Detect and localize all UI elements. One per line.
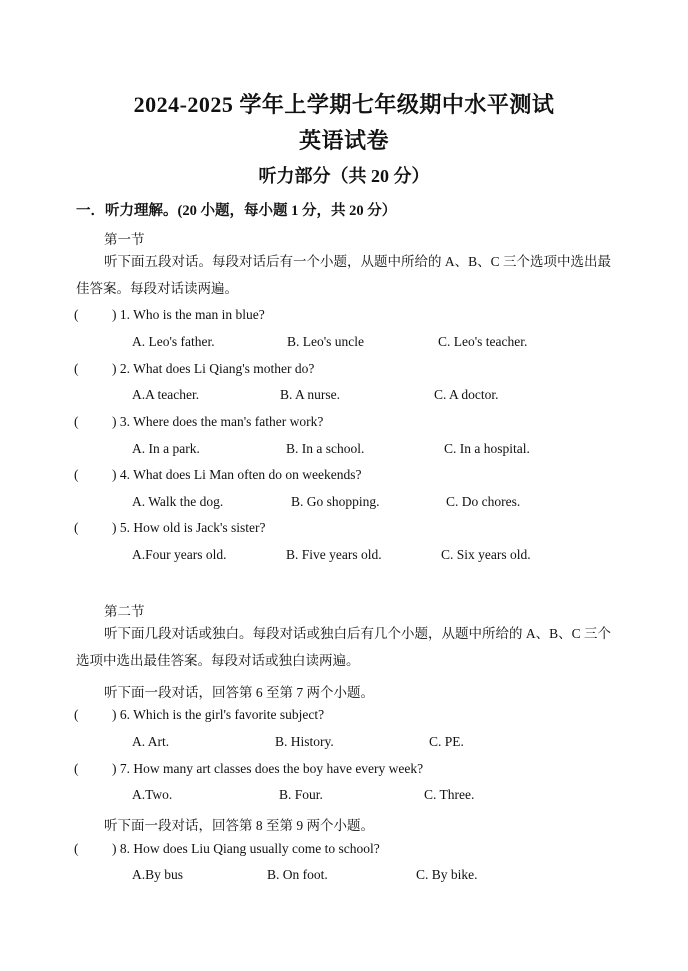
- part1-instruction: 听下面五段对话。每段对话后有一个小题，从题中所给的 A、B、C 三个选项中选出最佳答案。每段对话读两遍。: [76, 254, 612, 296]
- option-b: B. Leo's uncle: [287, 334, 365, 349]
- answer-blank-open: (: [74, 761, 79, 776]
- question-2: [74, 361, 314, 377]
- option-c: C. Do chores.: [446, 494, 521, 509]
- option-b: B. On foot.: [267, 867, 328, 882]
- option-a: A.A teacher.: [132, 387, 200, 402]
- dialogue-note-8-9: 听下面一段对话，回答第 8 至第 9 两个小题。: [104, 818, 374, 833]
- question-5: [74, 520, 266, 536]
- answer-blank-open: (: [74, 520, 79, 535]
- option-b: B. History.: [275, 734, 334, 749]
- question-3: [74, 414, 323, 430]
- answer-blank-open: (: [74, 467, 79, 482]
- option-c: C. By bike.: [416, 867, 478, 882]
- answer-blank-close: ): [112, 761, 117, 776]
- question-6: [74, 707, 324, 723]
- answer-blank-open: (: [74, 307, 79, 322]
- question-text: 7. How many art classes does the boy have every week?: [119, 761, 424, 776]
- part2-instruction: 听下面几段对话或独白。每段对话或独白后有几个小题，从题中所给的 A、B、C 三个选项中选出最佳答案。每段对话或独白读两遍。: [76, 626, 612, 668]
- option-a: A.Two.: [132, 787, 173, 802]
- answer-blank-open: (: [74, 414, 79, 429]
- option-a: A. Leo's father.: [132, 334, 215, 349]
- answer-blank-close: ): [112, 307, 117, 322]
- answer-blank-close: ): [112, 707, 117, 722]
- question-1: [74, 307, 265, 323]
- question-text: 4. What does Li Man often do on weekends?: [119, 467, 362, 482]
- question-text: 8. How does Liu Qiang usually come to school?: [119, 841, 380, 856]
- part1-label: 第一节: [104, 232, 145, 247]
- question-text: 6. Which is the girl's favorite subject?: [119, 707, 325, 722]
- section-heading: 一．听力理解。(20 小题，每小题 1 分，共 20 分）: [76, 203, 397, 219]
- option-b: B. Go shopping.: [291, 494, 380, 509]
- question-text: 1. Who is the man in blue?: [119, 307, 265, 322]
- option-c: C. A doctor.: [434, 387, 499, 402]
- answer-blank-close: ): [112, 520, 117, 535]
- option-c: C. Six years old.: [441, 547, 531, 562]
- answer-blank-open: (: [74, 361, 79, 376]
- exam-title: 2024-2025 学年上学期七年级期中水平测试: [133, 92, 555, 117]
- option-b: B. In a school.: [286, 441, 365, 456]
- answer-blank-close: ): [112, 414, 117, 429]
- option-b: B. A nurse.: [280, 387, 341, 402]
- option-c: C. Three.: [424, 787, 475, 802]
- option-a: A. Walk the dog.: [132, 494, 224, 509]
- answer-blank-open: (: [74, 707, 79, 722]
- option-a: A.Four years old.: [132, 547, 227, 562]
- question-7: [74, 761, 423, 777]
- question-4: [74, 467, 361, 483]
- exam-subject: 英语试卷: [298, 128, 389, 153]
- option-c: C. Leo's teacher.: [438, 334, 528, 349]
- question-8: [74, 841, 380, 857]
- dialogue-note-6-7: 听下面一段对话，回答第 6 至第 7 两个小题。: [104, 685, 374, 700]
- answer-blank-close: ): [112, 467, 117, 482]
- option-a: A. In a park.: [132, 441, 200, 456]
- option-a: A. Art.: [132, 734, 170, 749]
- answer-blank-close: ): [112, 841, 117, 856]
- option-c: C. PE.: [429, 734, 464, 749]
- question-text: 2. What does Li Qiang's mother do?: [119, 361, 315, 376]
- listening-part-title: 听力部分（共 20 分）: [258, 166, 430, 186]
- question-text: 3. Where does the man's father work?: [119, 414, 324, 429]
- question-text: 5. How old is Jack's sister?: [119, 520, 266, 535]
- option-b: B. Five years old.: [286, 547, 382, 562]
- answer-blank-open: (: [74, 841, 79, 856]
- part2-label: 第二节: [104, 604, 145, 619]
- option-b: B. Four.: [279, 787, 323, 802]
- option-a: A.By bus: [132, 867, 184, 882]
- answer-blank-close: ): [112, 361, 117, 376]
- option-c: C. In a hospital.: [444, 441, 530, 456]
